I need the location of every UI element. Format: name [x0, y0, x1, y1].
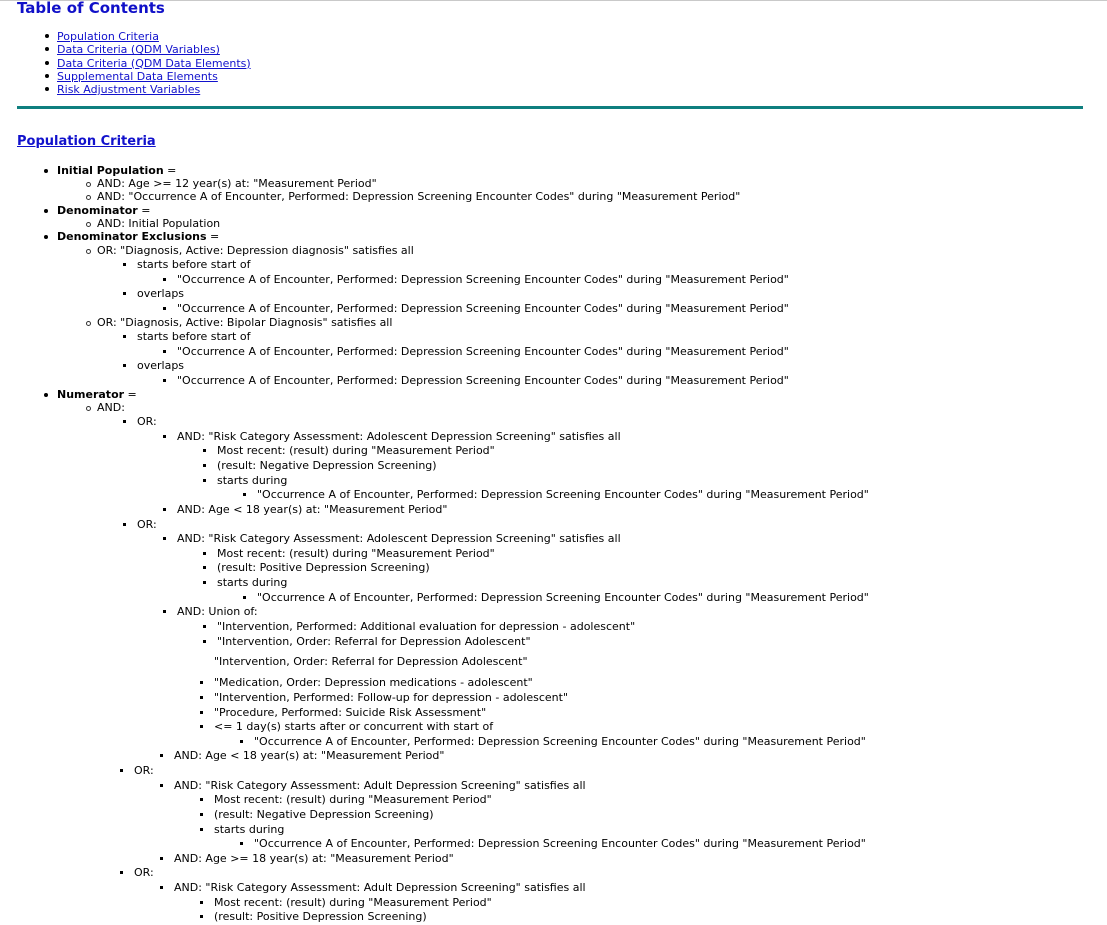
criteria-population-label: Denominator [57, 204, 138, 217]
criteria-line [214, 896, 492, 910]
top-border [0, 0, 1107, 1]
criteria-text: OR: "Diagnosis, Active: Bipolar Diagnosis" satisfies all [97, 316, 393, 329]
criteria-text: "Occurrence A of Encounter, Performed: Depression Screening Encounter Codes" during "Measurement Period" [257, 488, 869, 501]
criteria-text: "Occurrence A of Encounter, Performed: Depression Screening Encounter Codes" during "Measurement Period" [177, 302, 789, 315]
criteria-text: OR: [137, 415, 157, 428]
criteria-line [254, 735, 866, 749]
toc-link-population-criteria[interactable]: Population Criteria [57, 30, 159, 43]
criteria-line [97, 244, 414, 258]
criteria-line [217, 561, 430, 575]
criteria-line [177, 374, 789, 388]
section-divider [17, 106, 1083, 109]
criteria-text: (result: Negative Depression Screening) [214, 808, 434, 821]
criteria-text: "Occurrence A of Encounter, Performed: Depression Screening Encounter Codes" during "Measurement Period" [177, 345, 789, 358]
criteria-line [174, 749, 444, 763]
criteria-text: = [163, 164, 177, 177]
toc-item [57, 70, 251, 83]
criteria-line [214, 808, 434, 822]
criteria-line [97, 316, 392, 330]
criteria-text: "Occurrence A of Encounter, Performed: Depression Screening Encounter Codes" during "Measurement Period" [177, 273, 789, 286]
criteria-line [217, 459, 437, 473]
criteria-line [97, 401, 125, 415]
toc-link-risk-adjustment[interactable]: Risk Adjustment Variables [57, 83, 201, 96]
criteria-population-label: Denominator Exclusions [57, 230, 207, 243]
criteria-line [217, 576, 287, 590]
criteria-line [257, 591, 869, 605]
population-criteria-heading[interactable]: Population Criteria [17, 134, 156, 149]
criteria-line [217, 547, 495, 561]
criteria-text: AND: Age >= 12 year(s) at: "Measurement Period" [97, 177, 377, 190]
criteria-text: "Intervention, Performed: Follow-up for depression - adolescent" [214, 691, 568, 704]
criteria-line [57, 204, 150, 218]
criteria-line [97, 177, 377, 191]
toc-link-qdm-data-elements[interactable]: Data Criteria (QDM Data Elements) [57, 56, 251, 70]
toc-item [57, 30, 251, 43]
cutoff-text: "Intervention, Order: Referral for Depression Adolescent" [214, 655, 528, 668]
criteria-text: "Occurrence A of Encounter, Performed: Depression Screening Encounter Codes" during "Measurement Period" [257, 591, 869, 604]
toc-link-supplemental-data[interactable]: Supplemental Data Elements [57, 69, 218, 83]
criteria-line [174, 881, 586, 895]
criteria-text: overlaps [137, 287, 185, 300]
criteria-text: starts before start of [137, 330, 251, 343]
criteria-line [214, 910, 427, 924]
criteria-line [137, 518, 157, 532]
criteria-text: "Occurrence A of Encounter, Performed: Depression Screening Encounter Codes" during "Measurement Period" [254, 837, 866, 850]
criteria-line [177, 430, 621, 444]
criteria-population-label: Initial Population [57, 164, 164, 177]
criteria-text: "Intervention, Performed: Additional evaluation for depression - adolescent" [217, 620, 636, 633]
criteria-line [217, 635, 531, 649]
criteria-text: (result: Positive Depression Screening) [214, 910, 427, 923]
criteria-text: AND: "Risk Category Assessment: Adolescent Depression Screening" satisfies all [177, 532, 621, 545]
criteria-population-label: Numerator [57, 388, 125, 401]
criteria-line [137, 287, 184, 301]
toc-item [57, 83, 251, 96]
criteria-line [217, 620, 635, 634]
criteria-text: = [137, 204, 151, 217]
toc-link-qdm-variables[interactable]: Data Criteria (QDM Variables) [57, 43, 220, 57]
criteria-text: AND: "Risk Category Assessment: Adult Depression Screening" satisfies all [174, 779, 586, 792]
criteria-text: Most recent: (result) during "Measurement Period" [217, 444, 495, 457]
criteria-line [177, 273, 789, 287]
criteria-line [137, 359, 184, 373]
criteria-text: Most recent: (result) during "Measurement Period" [214, 896, 492, 909]
criteria-text: AND: Age < 18 year(s) at: "Measurement Period" [174, 749, 445, 762]
criteria-line [57, 164, 176, 178]
criteria-text: AND: Initial Population [97, 217, 221, 230]
criteria-line [134, 866, 154, 880]
criteria-line [134, 764, 154, 778]
criteria-text: starts during [217, 474, 288, 487]
criteria-line [137, 415, 157, 429]
criteria-line [177, 345, 789, 359]
criteria-line [97, 217, 220, 231]
toc-item [57, 43, 251, 56]
criteria-line [177, 302, 789, 316]
criteria-text: = [124, 388, 137, 401]
criteria-line [97, 190, 740, 204]
criteria-text: Most recent: (result) during "Measurement Period" [217, 547, 495, 560]
criteria-text: AND: Union of: [177, 605, 258, 618]
criteria-text: Most recent: (result) during "Measurement Period" [214, 793, 492, 806]
criteria-line [254, 837, 866, 851]
criteria-text: "Intervention, Order: Referral for Depression Adolescent" [217, 635, 531, 648]
cutoff-line-fragment [214, 655, 532, 669]
toc-list [57, 30, 251, 96]
criteria-text: AND: "Occurrence A of Encounter, Performed: Depression Screening Encounter Codes" during "Measurement Period" [97, 190, 741, 203]
criteria-line [177, 503, 447, 517]
criteria-text: AND: [97, 401, 125, 414]
criteria-line [177, 532, 621, 546]
criteria-text: overlaps [137, 359, 185, 372]
criteria-line [174, 779, 586, 793]
criteria-line [137, 258, 250, 272]
criteria-text: "Procedure, Performed: Suicide Risk Assessment" [214, 706, 487, 719]
criteria-text: AND: "Risk Category Assessment: Adolescent Depression Screening" satisfies all [177, 430, 621, 443]
criteria-text: AND: Age >= 18 year(s) at: "Measurement Period" [174, 852, 454, 865]
criteria-line [214, 823, 284, 837]
criteria-text: = [206, 230, 220, 243]
criteria-line [174, 852, 454, 866]
criteria-text: AND: Age < 18 year(s) at: "Measurement Period" [177, 503, 448, 516]
criteria-line [217, 444, 495, 458]
toc-title: Table of Contents [17, 0, 165, 17]
criteria-text: starts before start of [137, 258, 251, 271]
criteria-text: starts during [217, 576, 288, 589]
criteria-line [177, 605, 258, 619]
criteria-text: AND: "Risk Category Assessment: Adult Depression Screening" satisfies all [174, 881, 586, 894]
criteria-line [137, 330, 250, 344]
criteria-line [57, 230, 219, 244]
criteria-text: <= 1 day(s) starts after or concurrent with start of [214, 720, 494, 733]
criteria-line [57, 388, 137, 402]
criteria-text: OR: [134, 764, 154, 777]
criteria-line [214, 706, 486, 720]
toc-item [57, 57, 251, 70]
criteria-line [217, 474, 287, 488]
criteria-text: (result: Negative Depression Screening) [217, 459, 437, 472]
criteria-text: "Medication, Order: Depression medications - adolescent" [214, 676, 533, 689]
criteria-line [214, 793, 492, 807]
criteria-text: "Occurrence A of Encounter, Performed: Depression Screening Encounter Codes" during "Measurement Period" [177, 374, 789, 387]
criteria-text: starts during [214, 823, 285, 836]
criteria-line [214, 691, 568, 705]
criteria-line [214, 676, 533, 690]
criteria-text: OR: [134, 866, 154, 879]
criteria-text: OR: "Diagnosis, Active: Depression diagnosis" satisfies all [97, 244, 414, 257]
criteria-text: OR: [137, 518, 157, 531]
criteria-line [257, 488, 869, 502]
criteria-line [214, 720, 493, 734]
criteria-text: (result: Positive Depression Screening) [217, 561, 430, 574]
criteria-text: "Occurrence A of Encounter, Performed: Depression Screening Encounter Codes" during "Measurement Period" [254, 735, 866, 748]
